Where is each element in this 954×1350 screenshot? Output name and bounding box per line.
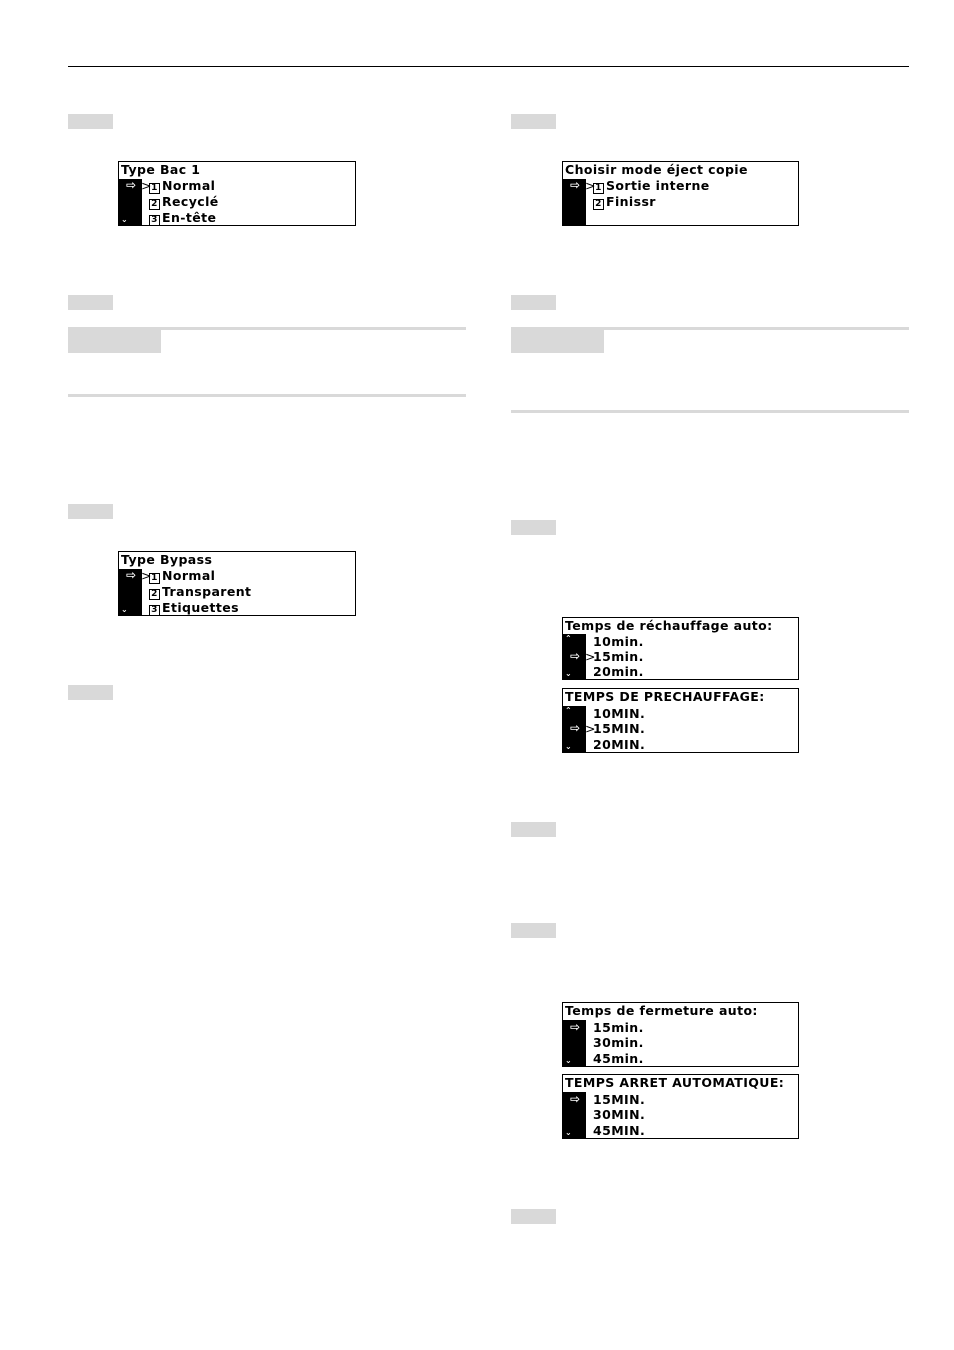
lcd-option-2: 2 Finissr — [593, 194, 656, 210]
lcd-option-3: 20min. — [593, 664, 644, 679]
section-rule — [68, 394, 466, 397]
number-2-icon: 2 — [149, 199, 160, 210]
step-marker — [511, 520, 556, 535]
step-marker — [511, 295, 556, 310]
caret-icon: > — [141, 568, 152, 583]
section-rule — [511, 410, 909, 413]
lcd-option-3: 3 En-tête — [149, 210, 216, 226]
lcd-option-2: 2 Recyclé — [149, 194, 219, 210]
step-marker — [68, 685, 113, 700]
step-marker — [511, 822, 556, 837]
lcd-option-3: 45MIN. — [593, 1123, 646, 1138]
lcd-title: Temps de fermeture auto: — [565, 1003, 758, 1018]
step-marker — [511, 923, 556, 938]
number-2-icon: 2 — [149, 589, 160, 600]
scroll-down-icon: ⌄ — [565, 742, 573, 751]
number-3-icon: 3 — [149, 605, 160, 616]
arrow-pointer-icon: ⇨ — [126, 568, 137, 582]
scroll-up-icon: ⌃ — [565, 706, 573, 715]
caret-icon: > — [585, 721, 596, 736]
section-label-block — [68, 328, 161, 353]
arrow-pointer-icon: ⇨ — [570, 649, 581, 663]
lcd-option-1: 1 Sortie interne — [593, 178, 710, 194]
lcd-option-1: 15min. — [593, 1020, 644, 1035]
lcd-auto-shutoff — [562, 1074, 799, 1139]
scroll-down-icon: ⌄ — [565, 1056, 573, 1065]
lcd-option-1: 10min. — [593, 634, 644, 649]
lcd-option-1: 1 Normal — [149, 178, 215, 194]
arrow-pointer-icon: ⇨ — [126, 178, 137, 192]
number-1-icon: 1 — [149, 183, 160, 194]
lcd-title: Type Bac 1 — [121, 162, 201, 177]
lcd-option-2: 15MIN. — [593, 721, 646, 736]
scroll-down-icon: ⌄ — [565, 1128, 573, 1137]
number-1-icon: 1 — [593, 183, 604, 194]
step-marker — [68, 295, 113, 310]
arrow-pointer-icon: ⇨ — [570, 721, 581, 735]
lcd-option-2: 30MIN. — [593, 1107, 646, 1122]
lcd-type-bac1 — [118, 161, 356, 226]
lcd-preheat-time — [562, 688, 799, 753]
lcd-option-3: 3 Etiquettes — [149, 600, 239, 616]
step-marker — [68, 504, 113, 519]
lcd-option-1: 1 Normal — [149, 568, 215, 584]
scroll-up-icon: ⌃ — [565, 634, 573, 643]
arrow-pointer-icon: ⇨ — [570, 1020, 581, 1034]
lcd-title: TEMPS ARRET AUTOMATIQUE: — [565, 1075, 785, 1090]
page-top-rule — [68, 66, 909, 67]
number-1-icon: 1 — [149, 573, 160, 584]
scroll-down-icon: ⌄ — [121, 605, 129, 614]
arrow-pointer-icon: ⇨ — [570, 1092, 581, 1106]
lcd-option-3: 45min. — [593, 1051, 644, 1066]
step-marker — [511, 114, 556, 129]
lcd-option-2: 2 Transparent — [149, 584, 251, 600]
lcd-option-3: 20MIN. — [593, 737, 646, 752]
lcd-title: Temps de réchauffage auto: — [565, 618, 773, 633]
lcd-warmup-time — [562, 617, 799, 680]
scroll-down-icon: ⌄ — [121, 215, 129, 224]
lcd-option-1: 10MIN. — [593, 706, 646, 721]
scroll-down-icon: ⌄ — [565, 669, 573, 678]
lcd-eject-mode — [562, 161, 799, 226]
caret-icon: > — [141, 178, 152, 193]
lcd-option-2: 30min. — [593, 1035, 644, 1050]
caret-icon: > — [585, 178, 596, 193]
section-label-block — [511, 328, 604, 353]
step-marker — [68, 114, 113, 129]
lcd-title: Type Bypass — [121, 552, 213, 567]
arrow-pointer-icon: ⇨ — [570, 178, 581, 192]
lcd-option-2: 15min. — [593, 649, 644, 664]
lcd-shutoff-time — [562, 1002, 799, 1067]
number-3-icon: 3 — [149, 215, 160, 226]
number-2-icon: 2 — [593, 199, 604, 210]
lcd-type-bypass — [118, 551, 356, 616]
lcd-option-1: 15MIN. — [593, 1092, 646, 1107]
caret-icon: > — [585, 649, 596, 664]
step-marker — [511, 1209, 556, 1224]
lcd-title: TEMPS DE PRECHAUFFAGE: — [565, 689, 765, 704]
lcd-title: Choisir mode éject copie — [565, 162, 748, 177]
